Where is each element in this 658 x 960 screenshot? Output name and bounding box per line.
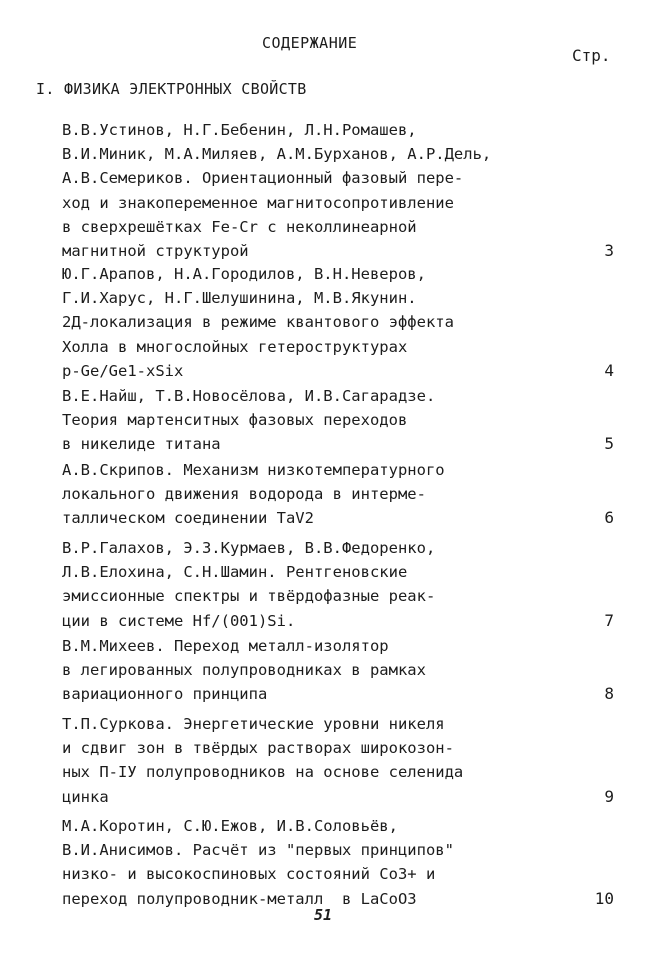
entry-line: эмиссионные спектры и твёрдофазные реак- — [62, 587, 436, 606]
entry-line: цинка — [62, 787, 109, 806]
entry-line: и сдвиг зон в твёрдых растворах широкозон- — [62, 739, 454, 758]
contents-entry — [62, 712, 632, 809]
entry-line: В.И.Миник, М.А.Миляев, А.М.Бурханов, А.Р.Дель, — [62, 145, 492, 164]
entry-line: вариационного принципа — [62, 685, 268, 704]
entry-page-number: 7 — [604, 610, 614, 630]
page-title: СОДЕРЖАНИЕ — [262, 34, 358, 52]
entry-line: Ю.Г.Арапов, Н.А.Городилов, В.Н.Неверов, — [62, 265, 426, 283]
entry-line: Теория мартенситных фазовых переходов — [62, 411, 408, 430]
entry-page-number: 10 — [594, 888, 614, 908]
page-number: 51 — [314, 906, 333, 924]
entry-line: Холла в многослойных гетероструктурах — [62, 337, 408, 356]
entry-line: В.М.Михеев. Переход металл-изолятор — [62, 637, 389, 655]
section-heading: I. ФИЗИКА ЭЛЕКТРОННЫХ СВОЙСТВ — [36, 80, 307, 98]
entry-line: в легированных полупроводниках в рамках — [62, 661, 426, 680]
entry-line: ход и знакопеременное магнитосопротивление — [62, 193, 454, 212]
entry-line: в сверхрешётках Fe-Cr с неколлинеарной — [62, 217, 417, 236]
entry-line: локального движения водорода в интерме- — [62, 485, 426, 504]
contents-entry — [62, 118, 632, 263]
entry-line: В.Р.Галахов, Э.З.Курмаев, В.В.Федоренко, — [62, 539, 436, 557]
entry-line: Т.П.Суркова. Энергетические уровни никеля — [62, 715, 445, 733]
entry-line: А.В.Семериков. Ориентационный фазовый пере- — [62, 169, 464, 188]
entry-line: магнитной структурой — [62, 241, 249, 260]
contents-entry — [62, 262, 632, 383]
entry-line: А.В.Скрипов. Механизм низкотемпературного — [62, 461, 445, 479]
entry-line: в никелиде титана — [62, 435, 221, 454]
entry-line: таллическом соединении TaV2 — [62, 509, 314, 528]
contents-entry — [62, 536, 632, 633]
entry-page-number: 9 — [604, 786, 614, 806]
entry-line: В.И.Анисимов. Расчёт из "первых принципов" — [62, 841, 454, 860]
entry-line: Л.В.Елохина, С.Н.Шамин. Рентгеновские — [62, 563, 408, 582]
entry-line: ных П-IУ полупроводников на основе селенида — [62, 763, 464, 782]
entry-line: ции в системе Hf/(001)Si. — [62, 611, 296, 630]
entry-page-number: 3 — [604, 240, 614, 260]
page-column-label: Стр. — [572, 46, 611, 65]
entry-line: p-Ge/Ge1-xSix — [62, 361, 184, 380]
contents-entry — [62, 814, 632, 911]
contents-entry — [62, 458, 632, 531]
entry-page-number: 5 — [604, 434, 614, 454]
entry-line: М.А.Коротин, С.Ю.Ежов, И.В.Соловьёв, — [62, 817, 398, 835]
contents-entry — [62, 384, 632, 457]
entry-line: низко- и высокоспиновых состояний Co3+ и — [62, 865, 436, 884]
entry-line: В.Е.Найш, Т.В.Новосёлова, И.В.Сагарадзе. — [62, 387, 436, 405]
entry-line: переход полупроводник-металл в LaCoO3 — [62, 889, 417, 908]
entry-page-number: 6 — [604, 508, 614, 528]
entry-line: 2Д-локализация в режиме квантового эффекта — [62, 313, 454, 332]
entry-page-number: 8 — [604, 684, 614, 704]
entry-line: В.В.Устинов, Н.Г.Бебенин, Л.Н.Ромашев, — [62, 121, 417, 139]
contents-entry — [62, 634, 632, 707]
entry-line: Г.И.Харус, Н.Г.Шелушинина, М.В.Якунин. — [62, 289, 417, 308]
entry-page-number: 4 — [604, 360, 614, 380]
